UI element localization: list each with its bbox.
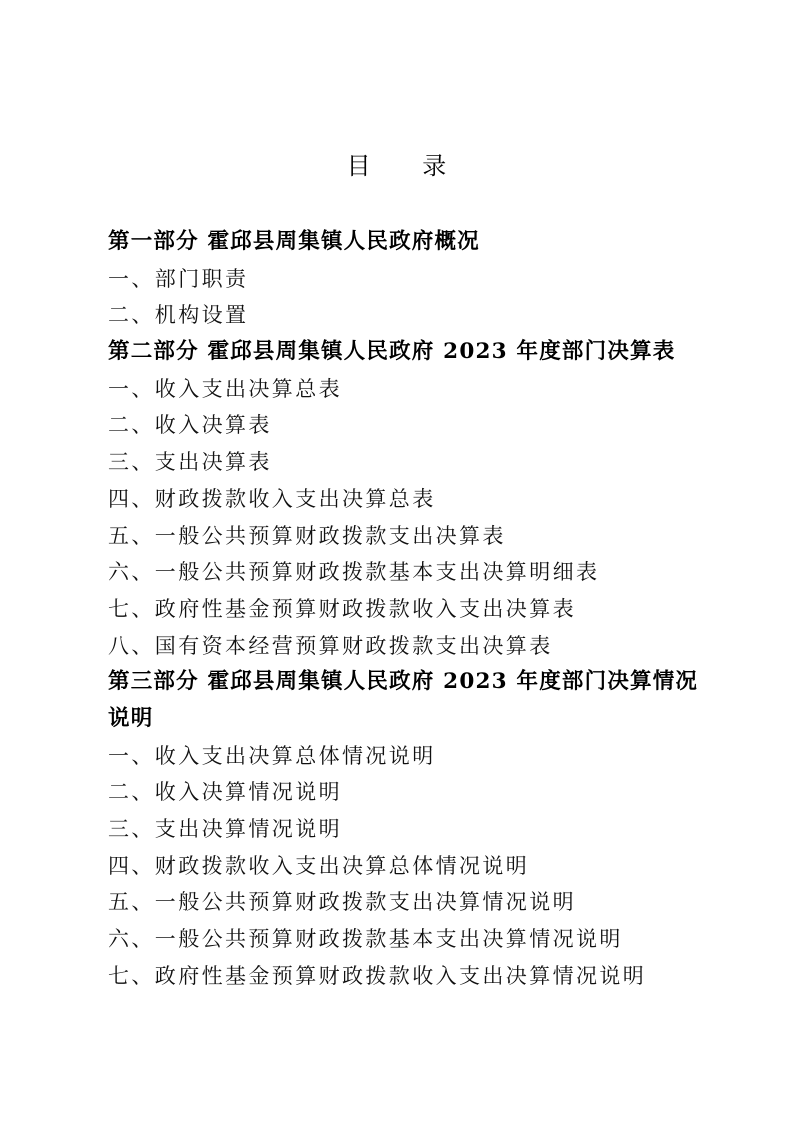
toc-item[interactable]: 五、一般公共预算财政拨款支出决算情况说明 xyxy=(108,890,576,915)
toc-part-3[interactable]: 第三部分 霍邱县周集镇人民政府 2023 年度部门决算情况说明 xyxy=(108,669,699,731)
toc-item[interactable]: 七、政府性基金预算财政拨款收入支出决算情况说明 xyxy=(108,963,647,988)
toc-item[interactable]: 二、机构设置 xyxy=(108,303,249,328)
toc-item[interactable]: 六、一般公共预算财政拨款基本支出决算明细表 xyxy=(108,560,600,585)
toc-item[interactable]: 一、部门职责 xyxy=(108,266,249,291)
toc-item[interactable]: 五、一般公共预算财政拨款支出决算表 xyxy=(108,523,506,548)
toc-item[interactable]: 三、支出决算情况说明 xyxy=(108,817,342,842)
toc-item[interactable]: 七、政府性基金预算财政拨款收入支出决算表 xyxy=(108,596,576,621)
toc-item[interactable]: 六、一般公共预算财政拨款基本支出决算情况说明 xyxy=(108,927,623,952)
page-title: 目 录 xyxy=(346,152,469,180)
toc-item[interactable]: 一、收入支出决算总表 xyxy=(108,376,342,401)
toc-part-1[interactable]: 第一部分 霍邱县周集镇人民政府概况 xyxy=(108,229,480,254)
toc-item[interactable]: 一、收入支出决算总体情况说明 xyxy=(108,743,436,768)
table-of-contents xyxy=(108,224,708,994)
toc-item[interactable]: 四、财政拨款收入支出决算总表 xyxy=(108,486,436,511)
toc-item[interactable]: 三、支出决算表 xyxy=(108,450,272,475)
toc-item[interactable]: 四、财政拨款收入支出决算总体情况说明 xyxy=(108,853,530,878)
toc-item[interactable]: 八、国有资本经营预算财政拨款支出决算表 xyxy=(108,633,553,658)
toc-item[interactable]: 二、收入决算表 xyxy=(108,413,272,438)
toc-part-2[interactable]: 第二部分 霍邱县周集镇人民政府 2023 年度部门决算表 xyxy=(108,339,676,365)
toc-item[interactable]: 二、收入决算情况说明 xyxy=(108,780,342,805)
